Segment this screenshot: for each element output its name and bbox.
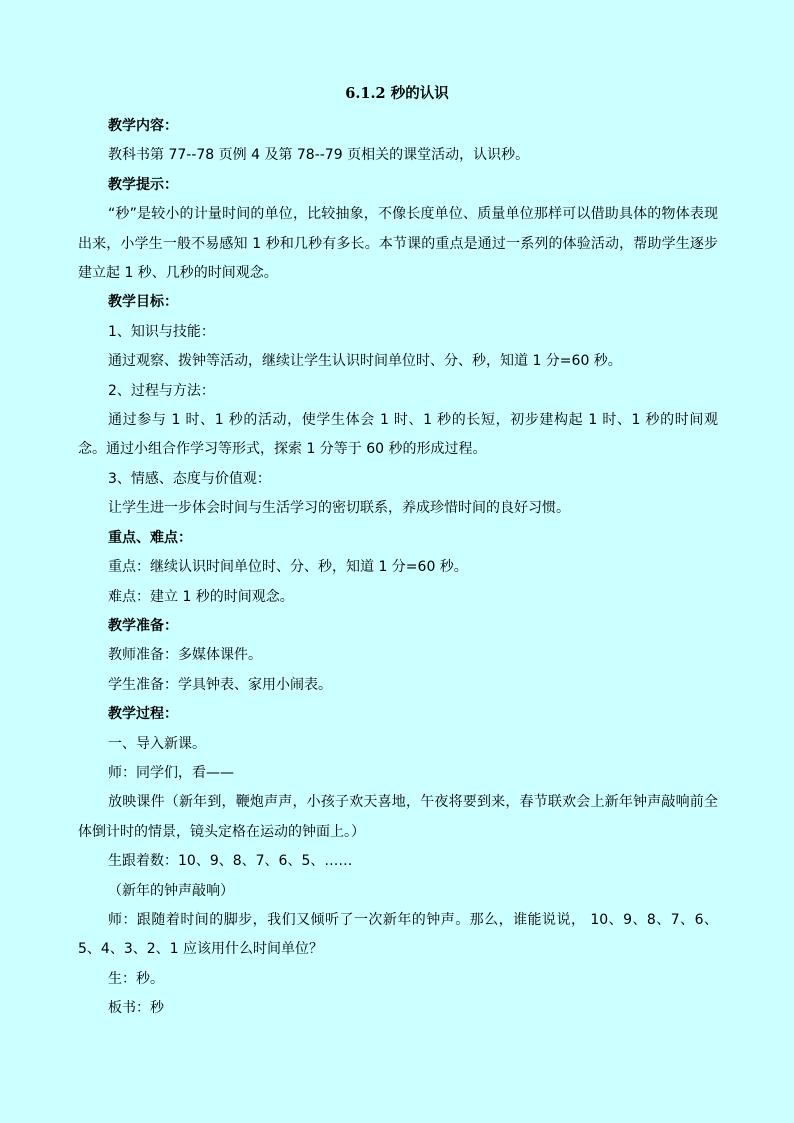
- paragraph: 生：秒。: [108, 970, 164, 987]
- paragraph: 学生准备：学具钟表、家用小闹表。: [108, 676, 332, 693]
- paragraph: 3、情感、态度与价值观：: [108, 470, 271, 487]
- paragraph: 重点：继续认识时间单位时、分、秒，知道 1 分=60 秒。: [108, 559, 468, 576]
- paragraph: 放映课件（新年到，鞭炮声声，小孩子欢天喜地，午夜将要到来，春节联欢会上新年钟声敲响前全体倒计时的情景，镜头定格在运动的钟面上。）: [78, 794, 718, 840]
- document-title: 6.1.2 秒的认识: [345, 85, 449, 102]
- section-heading: 教学过程：: [108, 706, 178, 723]
- paragraph: 难点：建立 1 秒的时间观念。: [108, 588, 294, 605]
- paragraph: 教师准备：多媒体课件。: [108, 647, 262, 664]
- section-heading: 重点、难点：: [108, 529, 192, 546]
- paragraph: 2、过程与方法：: [108, 382, 215, 399]
- paragraph: 让学生进一步体会时间与生活学习的密切联系，养成珍惜时间的良好习惯。: [108, 500, 570, 517]
- paragraph: 教科书第 77--78 页例 4 及第 78--79 页相关的课堂活动，认识秒。: [108, 147, 530, 164]
- paragraph: 通过观察、拨钟等活动，继续让学生认识时间单位时、分、秒，知道 1 分=60 秒。: [108, 353, 622, 370]
- paragraph: 师：跟随着时间的脚步，我们又倾听了一次新年的钟声。那么，谁能说说， 10、9、8、7、6、5、4、3、2、1 应该用什么时间单位？: [78, 911, 718, 958]
- section-heading: 教学准备：: [108, 617, 178, 634]
- paragraph: 一、导入新课。: [108, 735, 206, 752]
- paragraph: 生跟着数：10、9、8、7、6、5、……: [108, 853, 353, 870]
- section-heading: 教学内容：: [108, 118, 178, 134]
- paragraph: “秒”是较小的计量时间的单位，比较抽象，不像长度单位、质量单位那样可以借助具体的物体表现出来，小学生一般不易感知 1 秒和几秒有多长。本节课的重点是通过一系列的体验活动，帮助学生逐步建立起 1 秒、几秒的时间观念。: [78, 206, 718, 282]
- paragraph: 师：同学们，看——: [108, 764, 234, 781]
- paragraph: 板书：秒: [108, 1000, 164, 1017]
- section-heading: 教学目标：: [108, 294, 178, 311]
- paragraph: （新年的钟声敲响）: [108, 882, 234, 899]
- document-body: [78, 112, 718, 1024]
- paragraph: 1、知识与技能：: [108, 323, 215, 340]
- paragraph: 通过参与 1 时、1 秒的活动，使学生体会 1 时、1 秒的长短，初步建构起 1 时、1 秒的时间观念。通过小组合作学习等形式，探索 1 分等于 60 秒的形成过程。: [78, 412, 718, 458]
- section-heading: 教学提示：: [108, 176, 178, 193]
